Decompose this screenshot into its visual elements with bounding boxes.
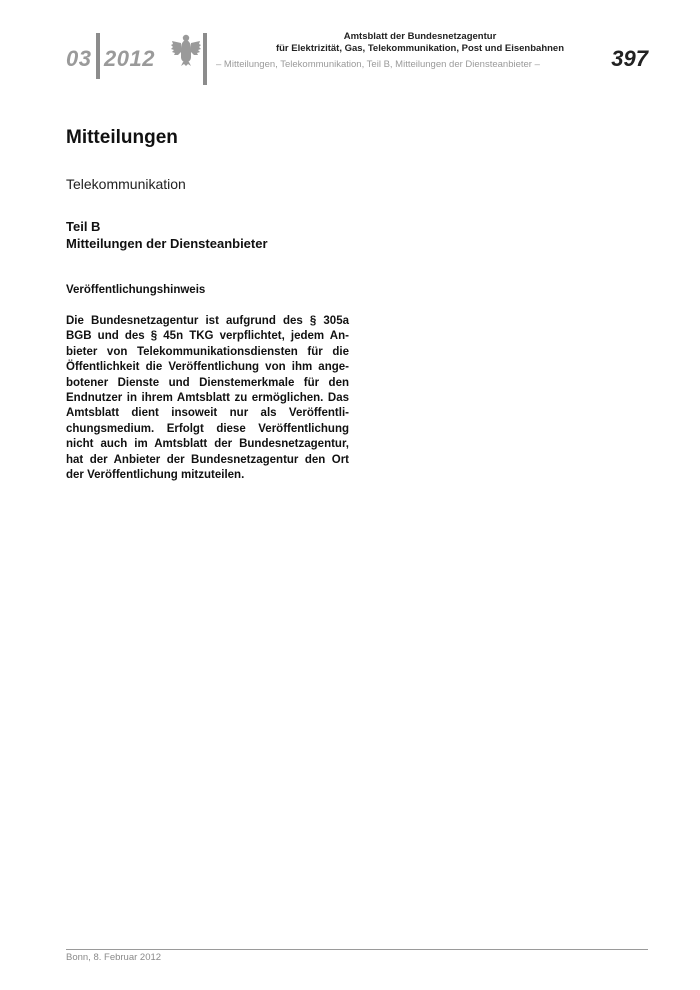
issue-year: 2012: [104, 46, 155, 71]
section-heading: Telekommunikation: [66, 176, 186, 192]
notice-text: Die Bundesnetzagentur ist aufgrund des § 305a BGB und des § 45n TKG verpflichtet, jedem Anbieter von Telekommunikationsdiensten für die Öffentlichkeit die Veröffentlichung von ihm angebotener Dienste und Dienstemerkmale für den Endnutzer in ihrem Amtsblatt zu ermöglichen. Das Amtsblatt dient insoweit nur als Veröffentlichungsmedium. Erfolgt diese Veröffentlichung nicht auch im Amtsblatt der Bundesnetzagentur, hat der Anbieter der Bundesnetzagentur den Ort der Veröffentlichung mitzuteilen.: [66, 315, 349, 482]
publication-title: Amtsblatt der Bundesnetzagentur: [343, 31, 497, 42]
header-divider: [96, 33, 100, 79]
issue-number: 03: [66, 46, 92, 71]
section-path: – Mitteilungen, Telekommunikation, Teil B, Mitteilungen der Diensteanbieter –: [216, 59, 540, 70]
footer-divider: [66, 949, 648, 950]
part-heading: [66, 218, 268, 252]
publication-subtitle: für Elektrizität, Gas, Telekommunikation, Post und Eisenbahnen: [275, 43, 565, 54]
page-title: Mitteilungen: [66, 127, 178, 148]
notice-heading: Veröffentlichungshinweis: [66, 284, 206, 296]
page-number: 397: [611, 46, 648, 71]
header-divider-logo: [203, 33, 207, 85]
federal-eagle-icon: [171, 33, 201, 66]
part-label: Teil B: [66, 219, 101, 234]
part-title: Mitteilungen der Diensteanbieter: [66, 236, 268, 251]
footer-place-date: Bonn, 8. Februar 2012: [66, 952, 162, 963]
